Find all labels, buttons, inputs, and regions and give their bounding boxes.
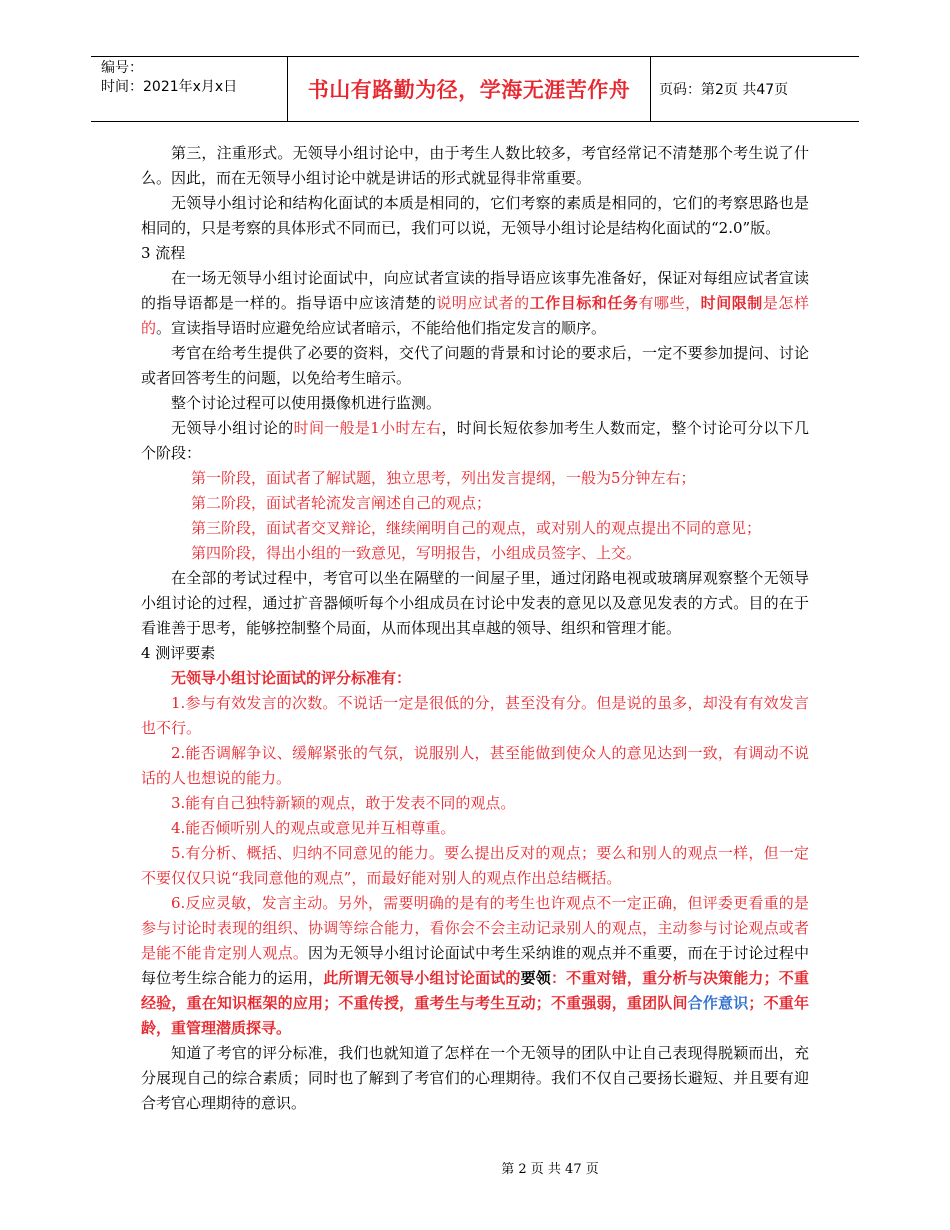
header-meta: [91, 57, 287, 121]
stage-item: 第二阶段，面试者轮流发言阐述自己的观点；: [191, 494, 492, 512]
highlight-text: 时间限制: [700, 294, 763, 312]
header-page-info: 页码：第2页 共47页: [659, 82, 789, 98]
paragraph-form: 第三，注重形式。无领导小组讨论中，由于考生人数比较多，考官经常记不清楚那个考生说了什么。因此，而在无领导小组讨论中就是讲话的形式就显得非常重要。: [141, 144, 809, 187]
text-span: ，时间长短依参加考生人数而定，整个讨论可分以下几个阶段：: [141, 419, 809, 462]
text-span: 。宣读指导语时应避免给应试者暗示，不能给他们指定发言的顺序。: [156, 319, 607, 337]
criteria-item: 5.有分析、概括、归纳不同意见的能力。要么提出反对的观点；要么和别人的观点一样，但一定不要仅仅只说“我同意他的观点”，而最好能对别人的观点作出总结概括。: [141, 844, 809, 887]
stage-item: 第一阶段，面试者了解试题，独立思考，列出发言提纲，一般为5分钟左右；: [191, 469, 696, 487]
criteria-item: [141, 891, 809, 1041]
paragraph-observation: 在全部的考试过程中，考官可以坐在隔壁的一间屋子里，通过闭路电视或玻璃屏观察整个无领导小组讨论的过程，通过扩音器倾听每个小组成员在讨论中发表的意见以及意见发表的方式。目的在于看谁善于思考，能够控制整个局面，从而体现出其卓越的领导、组织和管理才能。: [141, 569, 809, 637]
paragraph-camera: 整个讨论过程可以使用摄像机进行监测。: [171, 394, 442, 412]
stage-item: 第四阶段，得出小组的一致意见，写明报告，小组成员签字、上交。: [191, 544, 642, 562]
text-span: 无领导小组讨论的: [171, 419, 294, 437]
stage-item: 第三阶段，面试者交叉辩论，继续阐明自己的观点，或对别人的观点提出不同的意见；: [191, 519, 762, 537]
criteria-item: 2.能否调解争议、缓解紧张的气氛，说服别人，甚至能做到使众人的意见达到一致，有调动不说话的人也想说的能力。: [141, 744, 809, 787]
text-span: 因为无领导小组讨论面试中考生采纳谁的观点并不重要，而在于讨论过程中每位考生综合能力的运用，: [141, 944, 809, 987]
section-heading-criteria: 4 测评要素: [141, 644, 216, 662]
highlight-text: 有哪些，: [638, 294, 701, 312]
page-footer: 第 2 页 共 47 页: [501, 1162, 599, 1177]
doc-number-label: 编号：: [101, 60, 143, 76]
highlight-text: 此所谓无领导小组讨论面试的: [323, 969, 521, 987]
bold-text: 要领: [520, 969, 551, 987]
paragraph-essence: 无领导小组讨论和结构化面试的本质是相同的，它们考察的素质是相同的，它们的考察思路也是相同的，只是考察的具体形式不同而已，我们可以说，无领导小组讨论是结构化面试的“2.0”版。: [141, 194, 809, 237]
criteria-title: 无领导小组讨论面试的评分标准有：: [171, 669, 412, 687]
highlight-text: 说明应试者的: [436, 294, 530, 312]
section-heading-process: 3 流程: [141, 244, 186, 262]
doc-time-label: 时间：2021年x月x日: [101, 79, 238, 95]
paragraph-duration: [141, 416, 809, 466]
page-header: [91, 56, 859, 122]
criteria-item: 1.参与有效发言的次数。不说话一定是很低的分，甚至没有分。但是说的虽多，却没有有效发言也不行。: [141, 694, 809, 737]
highlight-text: ：不重对错，重分析与决策能力；不重经验，重在知识框架的应用；不重传授，重考生与考生互动；不重强弱，重团队间: [141, 969, 809, 1012]
text-span: 在一场无领导小组讨论面试中，向应试者宣读的指导语应该事先准备好，保证对每组应试者宣读的指导语都是一样的。指导语中应该清楚的: [141, 269, 809, 312]
blue-link-text: 合作意识: [687, 994, 749, 1012]
highlight-text: 工作目标和任务: [529, 294, 639, 312]
paragraph-conclusion: 知道了考官的评分标准，我们也就知道了怎样在一个无领导的团队中让自己表现得脱颖而出，充分展现自己的综合素质；同时也了解到了考官们的心理期待。我们不仅自己要扬长避短、并且要有迎合考官心理期待的意识。: [141, 1044, 809, 1112]
highlight-text: 时间一般是1小时左右: [293, 419, 442, 437]
criteria-item: 3.能有自己独特新颖的观点，敢于发表不同的观点。: [171, 794, 516, 812]
highlight-text: 6.反应灵敏，发言主动。另外，需要明确的是有的考生也许观点不一定正确，但评委更看重的是参与讨论时表现的组织、协调等综合能力，看你会不会主动记录别人的观点，主动参与讨论观点或者是能不能肯定别人观点。: [141, 894, 809, 962]
highlight-text: 是怎样的: [141, 294, 809, 337]
document-body: [141, 141, 809, 1116]
paragraph-instructions: [141, 266, 809, 341]
criteria-item: 4.能否倾听别人的观点或意见并互相尊重。: [171, 819, 456, 837]
highlight-text: ；不重年龄，重管理潜质探寻。: [141, 994, 809, 1037]
paragraph-no-hints: 考官在给考生提供了必要的资料，交代了问题的背景和讨论的要求后，一定不要参加提问、讨论或者回答考生的问题，以免给考生暗示。: [141, 344, 809, 387]
header-motto: 书山有路勤为径，学海无涯苦作舟: [287, 57, 651, 121]
